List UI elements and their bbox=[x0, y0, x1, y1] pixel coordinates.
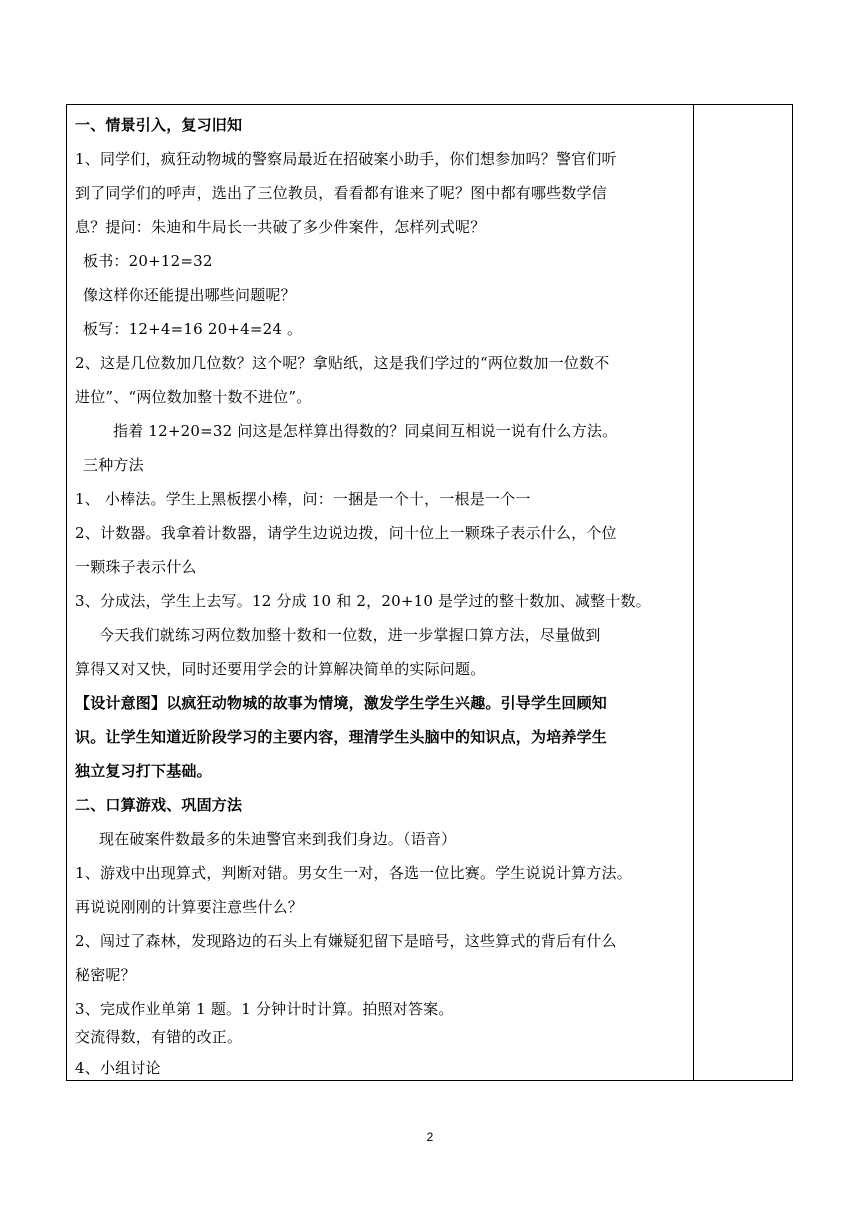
text-line: 板写：12+4=16 20+4=24 。 bbox=[83, 320, 303, 338]
text-line: 息？提问：朱迪和牛局长一共破了多少件案件，怎样列式呢？ bbox=[75, 218, 486, 236]
design-intent-line: 【设计意图】以疯狂动物城的故事为情境，激发学生学生兴趣。引导学生回顾知 bbox=[75, 694, 608, 712]
notes-cell bbox=[695, 105, 791, 1080]
text-line: 3、分成法，学生上去写。12 分成 10 和 2，20+10 是学过的整十数加、减整十数。 bbox=[75, 592, 651, 610]
page-number: 2 bbox=[426, 1130, 434, 1144]
text-line: 交流得数，有错的改正。 bbox=[75, 1028, 243, 1046]
text-line: 一颗珠子表示什么 bbox=[75, 558, 197, 576]
text-line: 2、闯过了森林，发现路边的石头上有嫌疑犯留下是暗号，这些算式的背后有什么 bbox=[75, 932, 617, 950]
section-heading-2: 二、口算游戏、巩固方法 bbox=[75, 796, 243, 814]
text-line: 1、同学们，疯狂动物城的警察局最近在招破案小助手，你们想参加吗？警官们听 bbox=[75, 150, 617, 168]
text-line: 到了同学们的呼声，选出了三位教员，看看都有谁来了呢？图中都有哪些数学信 bbox=[75, 184, 608, 202]
design-intent-line: 识。让学生知道近阶段学习的主要内容，理清学生头脑中的知识点，为培养学生 bbox=[75, 728, 608, 746]
text-line: 板书：20+12=32 bbox=[83, 252, 213, 270]
text-line: 指着 12+20=32 问这是怎样算出得数的？同桌间互相说一说有什么方法。 bbox=[113, 422, 618, 440]
text-line: 像这样你还能提出哪些问题呢？ bbox=[83, 286, 296, 304]
text-line: 2、这是几位数加几位数？这个呢？拿贴纸，这是我们学过的“两位数加一位数不 bbox=[75, 354, 610, 372]
text-line: 1、 小棒法。学生上黑板摆小棒，问：一捆是一个十，一根是一个一 bbox=[75, 490, 531, 508]
text-line: 2、计数器。我拿着计数器，请学生边说边拨，问十位上一颗珠子表示什么，个位 bbox=[75, 524, 617, 542]
text-line: 4、小组讨论 bbox=[75, 1059, 161, 1077]
text-line: 三种方法 bbox=[83, 456, 144, 474]
lesson-table bbox=[66, 104, 793, 1081]
text-line: 再说说刚刚的计算要注意些什么？ bbox=[75, 898, 304, 916]
text-line: 3、完成作业单第 1 题。1 分钟计时计算。拍照对答案。 bbox=[75, 1000, 454, 1018]
text-line: 秘密呢？ bbox=[75, 966, 136, 984]
text-line: 进位”、“两位数加整十数不进位”。 bbox=[75, 388, 312, 406]
design-intent-line: 独立复习打下基础。 bbox=[75, 762, 212, 780]
section-heading-1: 一、情景引入，复习旧知 bbox=[75, 116, 243, 134]
text-line: 现在破案件数最多的朱迪警官来到我们身边。（语音） bbox=[99, 830, 457, 848]
text-line: 今天我们就练习两位数加整十数和一位数，进一步掌握口算方法，尽量做到 bbox=[99, 626, 601, 644]
text-line: 算得又对又快，同时还要用学会的计算解决简单的实际问题。 bbox=[75, 660, 486, 678]
text-line: 1、游戏中出现算式，判断对错。男女生一对，各选一位比赛。学生说说计算方法。 bbox=[75, 864, 632, 882]
column-divider bbox=[693, 105, 694, 1080]
